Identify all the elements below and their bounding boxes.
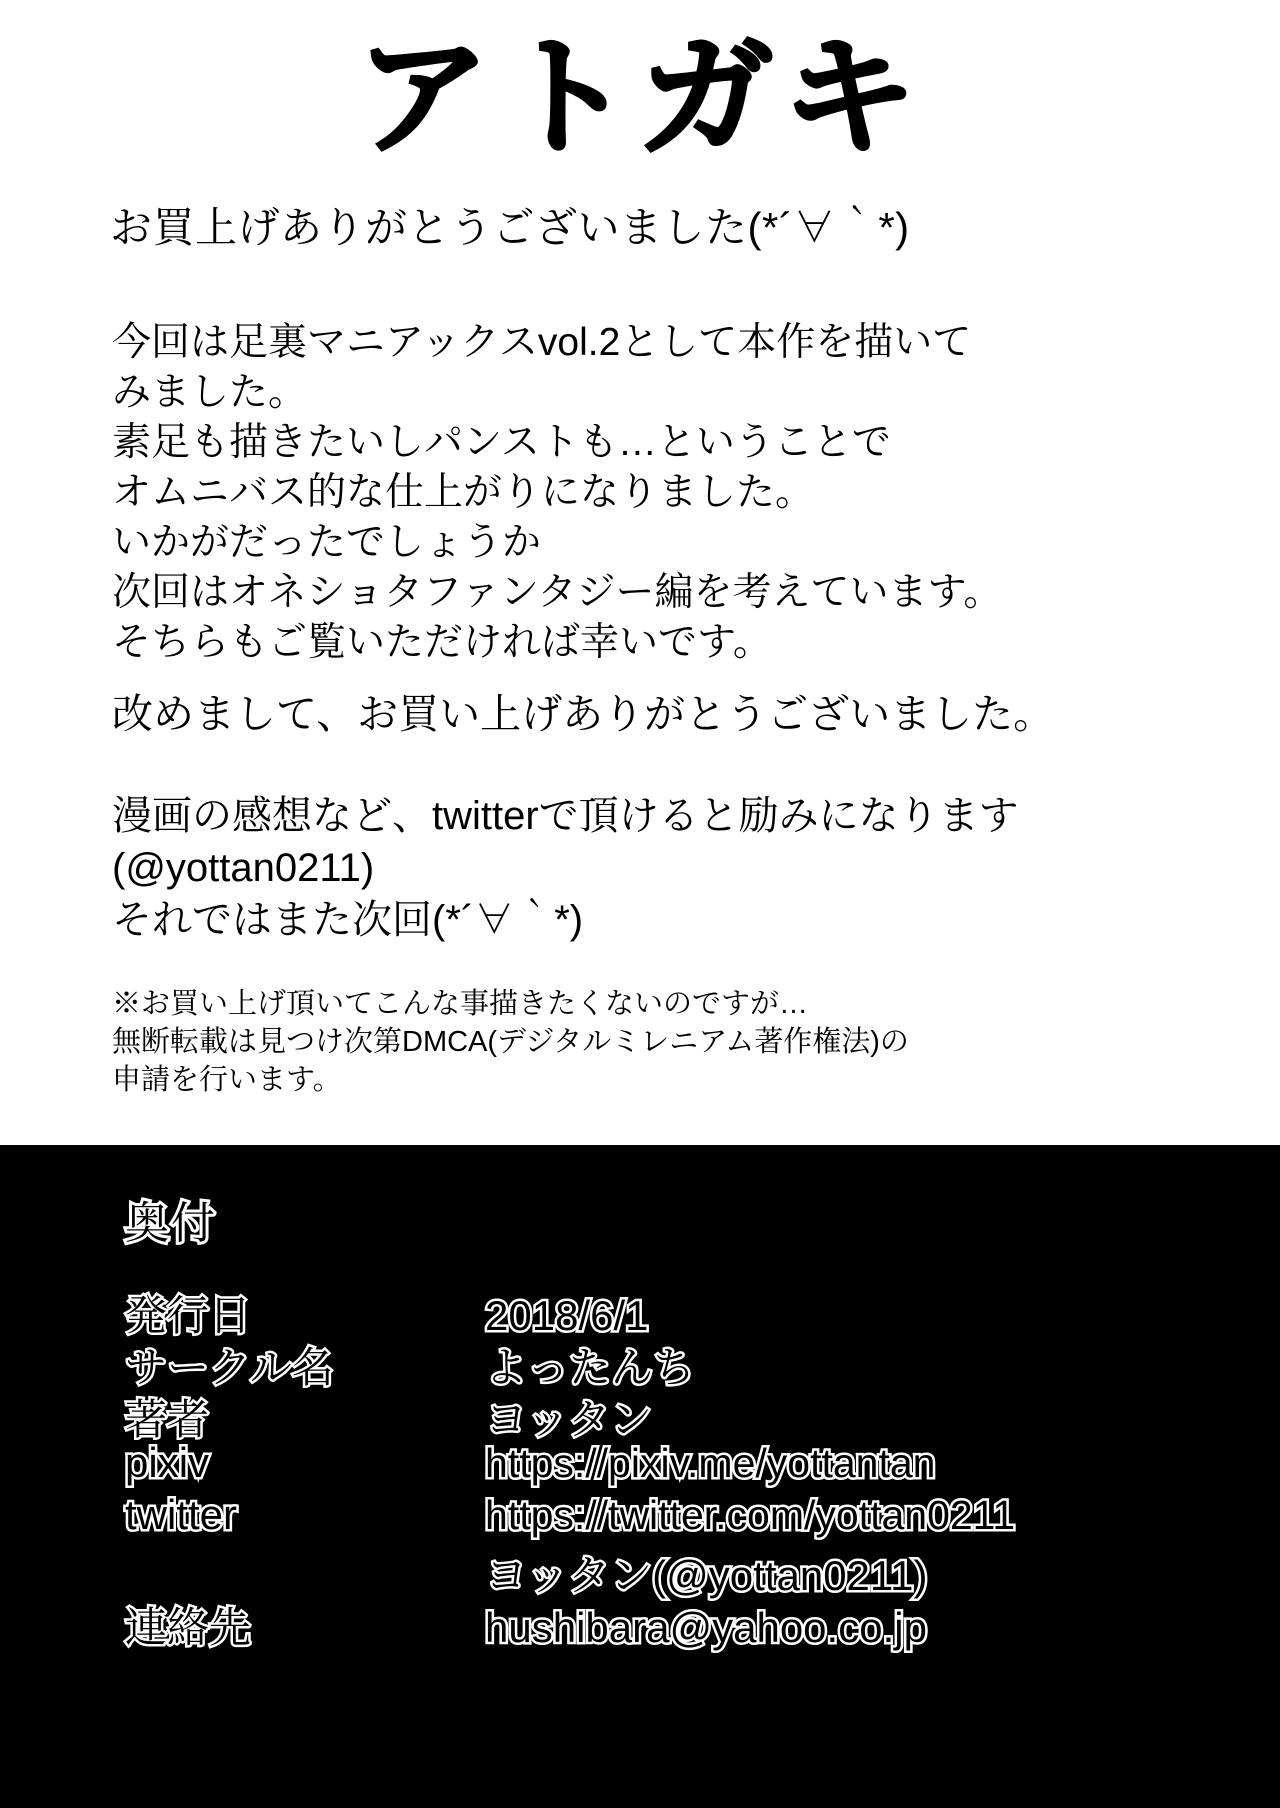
- afterword-paragraph-2: [112, 690, 1054, 739]
- notice-line: 無断転載は見つけ次第DMCA(デジタルミレニアム著作権法)の: [112, 1026, 909, 1058]
- afterword-line: それではまた次回(*´∀｀*): [112, 898, 584, 942]
- afterword-paragraph-1: [112, 318, 1002, 668]
- table-row: [125, 1543, 1185, 1599]
- afterword-line: いかがだったでしょうか: [112, 521, 542, 564]
- afterword-line: 次回はオネショタファンタジー編を考えています。: [112, 571, 1003, 614]
- table-row: [125, 1335, 1185, 1391]
- copyright-notice: [112, 985, 909, 1099]
- pixiv-link[interactable]: https://pixiv.me/yottantan: [485, 1440, 936, 1486]
- colophon-value: よったんち: [485, 1344, 696, 1391]
- notice-line: 申請を行います。: [112, 1064, 342, 1096]
- colophon-label: pixiv: [125, 1439, 210, 1486]
- thanks-line: お買上げありがとうございました(*´∀｀*): [110, 204, 910, 251]
- afterword-line: オムニバス的な仕上がりになりました。: [112, 471, 815, 514]
- table-row: [125, 1439, 1185, 1491]
- afterword-line: そちらもご覧いただければ幸いです。: [112, 621, 772, 664]
- afterword-line: 改めまして、お買い上げありがとうございました。: [112, 691, 1055, 737]
- colophon-table: [125, 1283, 1185, 1651]
- colophon-label: 連絡先: [125, 1604, 252, 1651]
- twitter-handle: ヨッタン(@yottan0211): [485, 1552, 928, 1599]
- colophon-heading: 奥付: [125, 1199, 217, 1248]
- afterword-line: 漫画の感想など、twitterで頂けると励みになります: [112, 794, 1019, 838]
- colophon-label: 著者: [125, 1396, 210, 1443]
- table-row: [125, 1491, 1185, 1543]
- page-title: アトガキ: [354, 21, 926, 173]
- afterword-paragraph-3: [112, 790, 1019, 946]
- colophon-label: twitter: [125, 1491, 238, 1538]
- colophon-value: 2018/6/1: [485, 1292, 649, 1339]
- afterword-line: 素足も描きたいしパンストも…ということで: [112, 421, 891, 464]
- afterword-line: (@yottan0211): [112, 846, 375, 890]
- table-row: [125, 1283, 1185, 1339]
- twitter-link[interactable]: https://twitter.com/yottan0211: [485, 1492, 1016, 1538]
- colophon-label: 発行日: [125, 1292, 252, 1339]
- colophon-value: ヨッタン: [485, 1396, 653, 1443]
- colophon-label: サークル名: [125, 1344, 334, 1391]
- afterword-line: みました。: [112, 371, 308, 414]
- afterword-line: 今回は足裏マニアックスvol.2として本作を描いて: [112, 321, 972, 364]
- contact-email[interactable]: hushibara@yahoo.co.jp: [485, 1604, 927, 1651]
- colophon-section: [0, 1145, 1280, 1808]
- notice-line: ※お買い上げ頂いてこんな事描きたくないのですが…: [112, 988, 809, 1020]
